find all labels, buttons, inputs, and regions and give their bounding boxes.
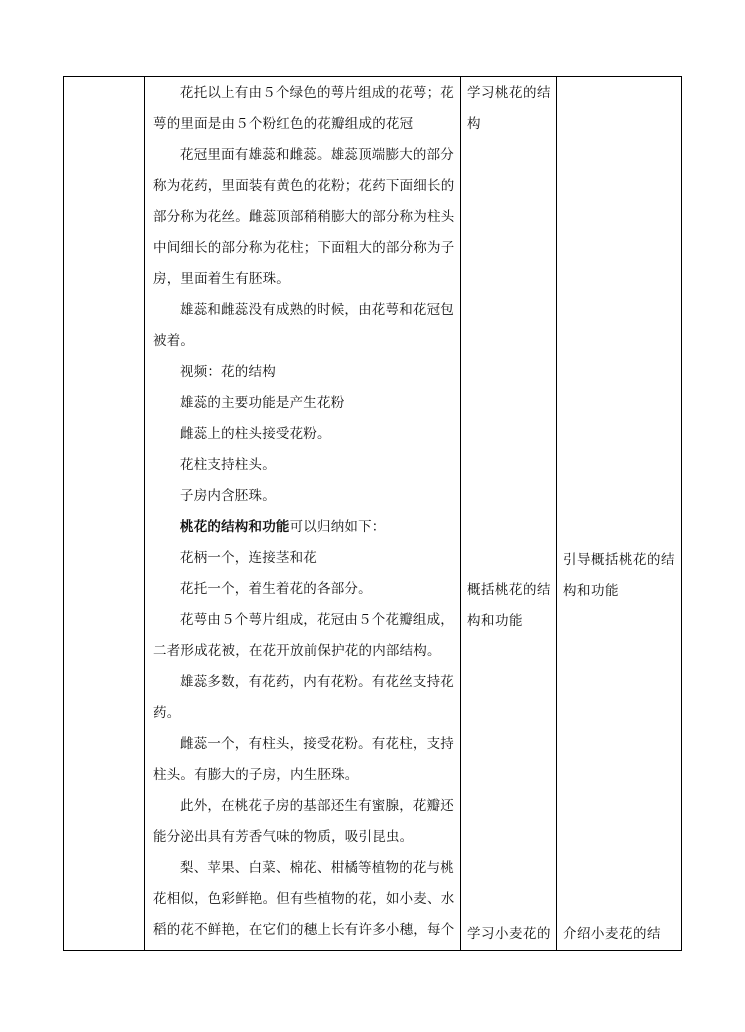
paragraph: 子房内含胚珠。 bbox=[180, 488, 276, 504]
paragraph: 雌蕊上的柱头接受花粉。 bbox=[180, 426, 331, 442]
activity-note: 学习桃花的结构 bbox=[467, 85, 551, 132]
paragraph: 雄蕊和雌蕊没有成熟的时候，由花萼和花冠包被着。 bbox=[153, 302, 454, 349]
paragraph: 雄蕊的主要功能是产生花粉 bbox=[180, 395, 345, 411]
summary-bold-text: 桃花的结构和功能 bbox=[180, 519, 290, 535]
student-activity-cell bbox=[461, 77, 557, 950]
paragraph: 花冠里面有雄蕊和雌蕊。雄蕊顶端膨大的部分称为花药，里面装有黄色的花粉；花药下面细长的部分称为花丝。雌蕊顶部稍稍膨大的部分称为柱头中间细长的部分称为花柱；下面粗大的部分称为子房，里面着生有胚珠。 bbox=[153, 147, 455, 287]
lesson-table bbox=[63, 76, 682, 951]
summary-paragraph bbox=[153, 512, 457, 543]
teaching-content-cell bbox=[145, 77, 461, 950]
paragraph: 雌蕊一个，有柱头，接受花粉。有花柱，支持柱头。有膨大的子房，内生胚珠。 bbox=[153, 736, 454, 783]
paragraph: 雄蕊多数，有花药，内有花粉。有花丝支持花药。 bbox=[153, 674, 454, 721]
paragraph: 视频：花的结构 bbox=[180, 364, 276, 380]
paragraph: 花萼由５个萼片组成，花冠由５个花瓣组成，二者形成花被，在花开放前保护花的内部结构。 bbox=[153, 612, 454, 659]
paragraph: 此外，在桃花子房的基部还生有蜜腺，花瓣还能分泌出具有芳香气味的物质，吸引昆虫。 bbox=[153, 798, 454, 845]
intent-note: 介绍小麦花的结 bbox=[563, 926, 661, 942]
summary-text: 可以归纳如下： bbox=[289, 519, 386, 535]
activity-note: 学习小麦花的 bbox=[467, 926, 551, 942]
paragraph: 花柱支持柱头。 bbox=[180, 457, 276, 473]
paragraph: 花托以上有由５个绿色的萼片组成的花萼；花萼的里面是由５个粉红色的花瓣组成的花冠 bbox=[153, 85, 454, 132]
paragraph: 花托一个，着生着花的各部分。 bbox=[180, 581, 372, 597]
paragraph: 花柄一个，连接茎和花 bbox=[180, 550, 317, 566]
intent-note: 引导概括桃花的结构和功能 bbox=[563, 552, 675, 599]
paragraph: 梨、苹果、白菜、棉花、柑橘等植物的花与桃花相似，色彩鲜艳。但有些植物的花，如小麦、水稻的花不鲜艳，在它们的穗上长有许多小穗，每个 bbox=[153, 860, 455, 938]
activity-note: 概括桃花的结构和功能 bbox=[467, 582, 551, 629]
design-intent-cell bbox=[557, 77, 681, 950]
